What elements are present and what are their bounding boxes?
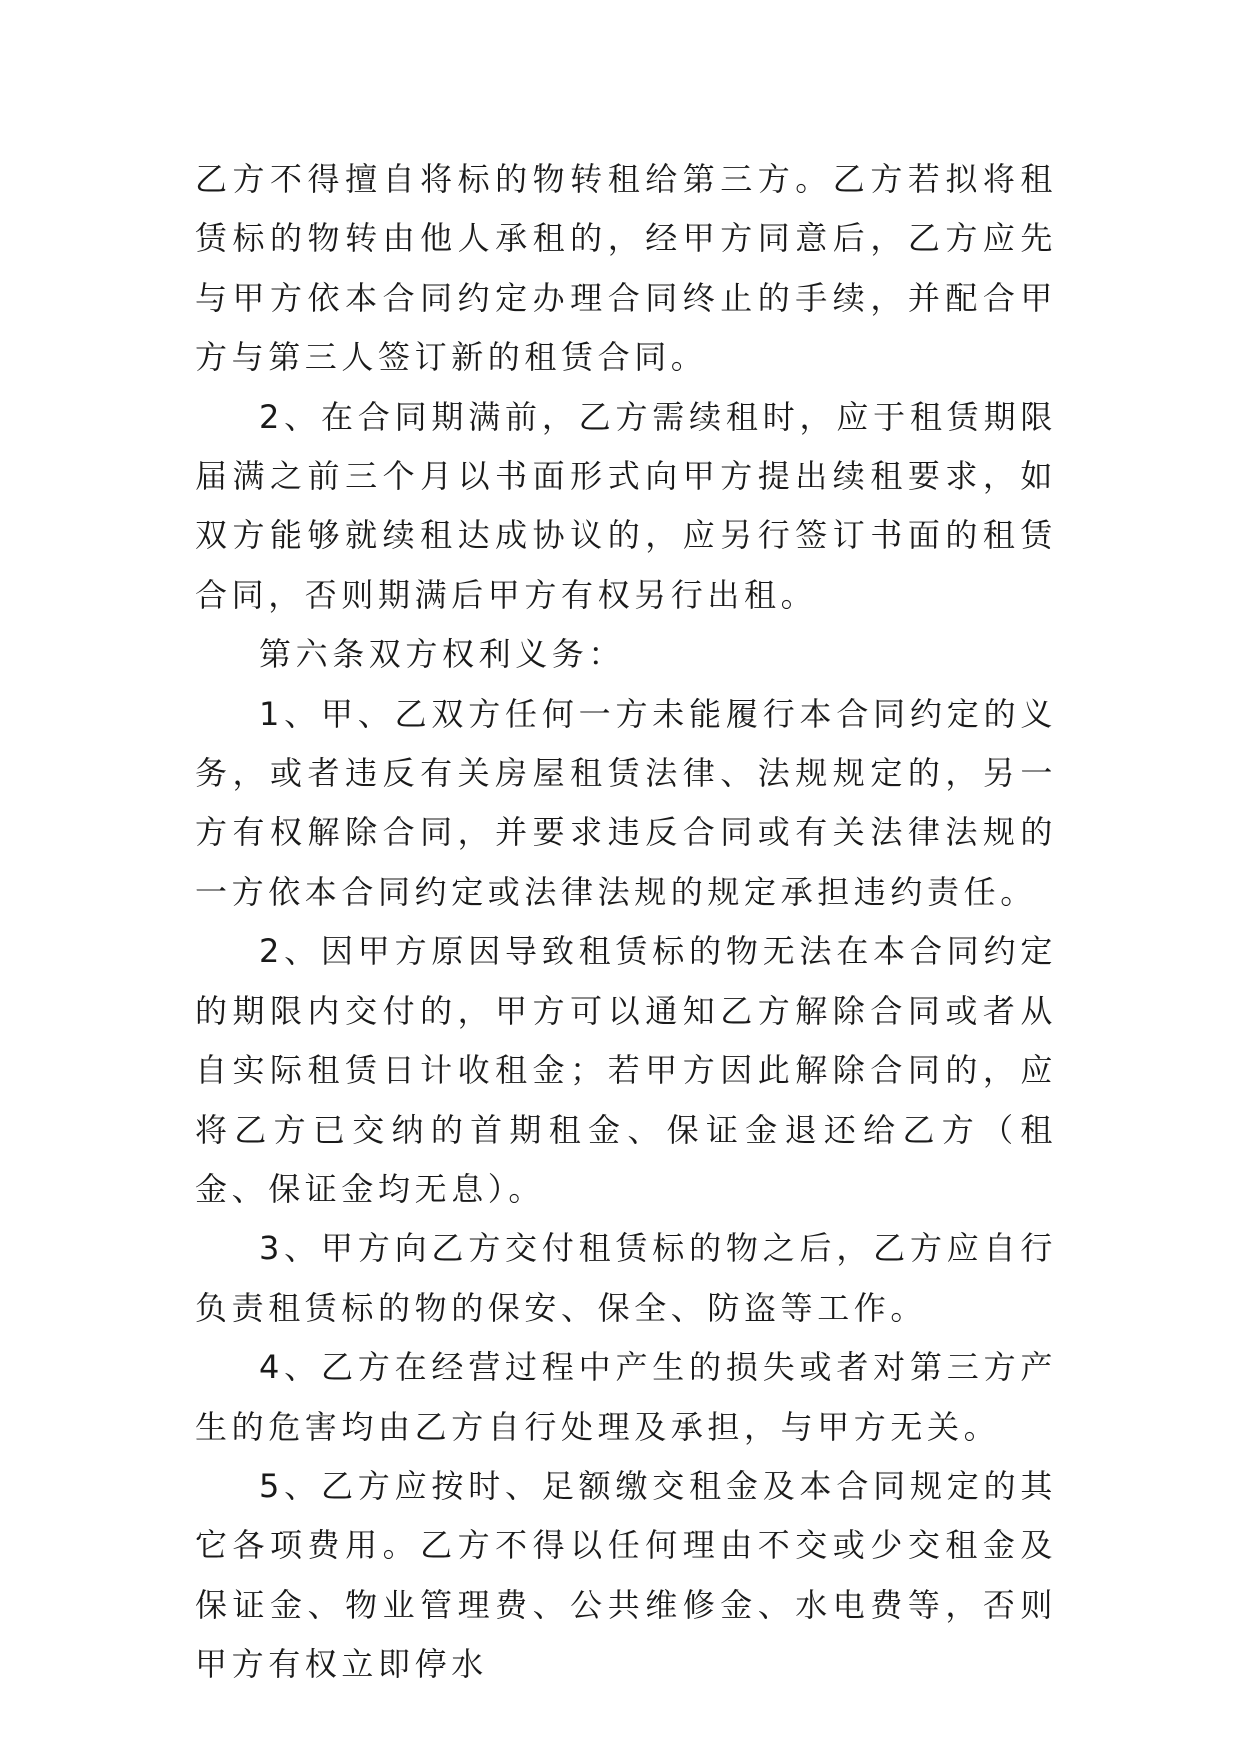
paragraph-security-clause: 3、甲方向乙方交付租赁标的物之后，乙方应自行负责租赁标的物的保安、保全、防盗等工作。 [195, 1229, 1057, 1327]
paragraph-delivery-delay-clause: 2、因甲方原因导致租赁标的物无法在本合同约定的期限内交付的，甲方可以通知乙方解除合同或者从自实际租赁日计收租金；若甲方因此解除合同的，应将乙方已交纳的首期租金、保证金退还给乙方（租金、保证金均无息）。 [195, 932, 1057, 1208]
paragraph-breach-clause: 1、甲、乙双方任何一方未能履行本合同约定的义务，或者违反有关房屋租赁法律、法规规定的，另一方有权解除合同，并要求违反合同或有关法律法规的一方依本合同约定或法律法规的规定承担违约责任。 [195, 694, 1057, 911]
paragraph-liability-clause: 4、乙方在经营过程中产生的损失或者对第三方产生的危害均由乙方自行处理及承担，与甲方无关。 [195, 1348, 1057, 1446]
paragraph-renewal-clause: 2、在合同期满前，乙方需续租时，应于租赁期限届满之前三个月以书面形式向甲方提出续租要求，如双方能够就续租达成协议的，应另行签订书面的租赁合同，否则期满后甲方有权另行出租。 [195, 397, 1057, 614]
document-body [195, 150, 1057, 1695]
paragraph-payment-clause: 5、乙方应按时、足额缴交租金及本合同规定的其它各项费用。乙方不得以任何理由不交或少交租金及保证金、物业管理费、公共维修金、水电费等，否则甲方有权立即停水 [195, 1466, 1057, 1684]
section-heading-article-6: 第六条双方权利义务： [259, 635, 626, 674]
paragraph-sublease-clause: 乙方不得擅自将标的物转租给第三方。乙方若拟将租赁标的物转由他人承租的，经甲方同意后，乙方应先与甲方依本合同约定办理合同终止的手续，并配合甲方与第三人签订新的租赁合同。 [195, 160, 1057, 377]
